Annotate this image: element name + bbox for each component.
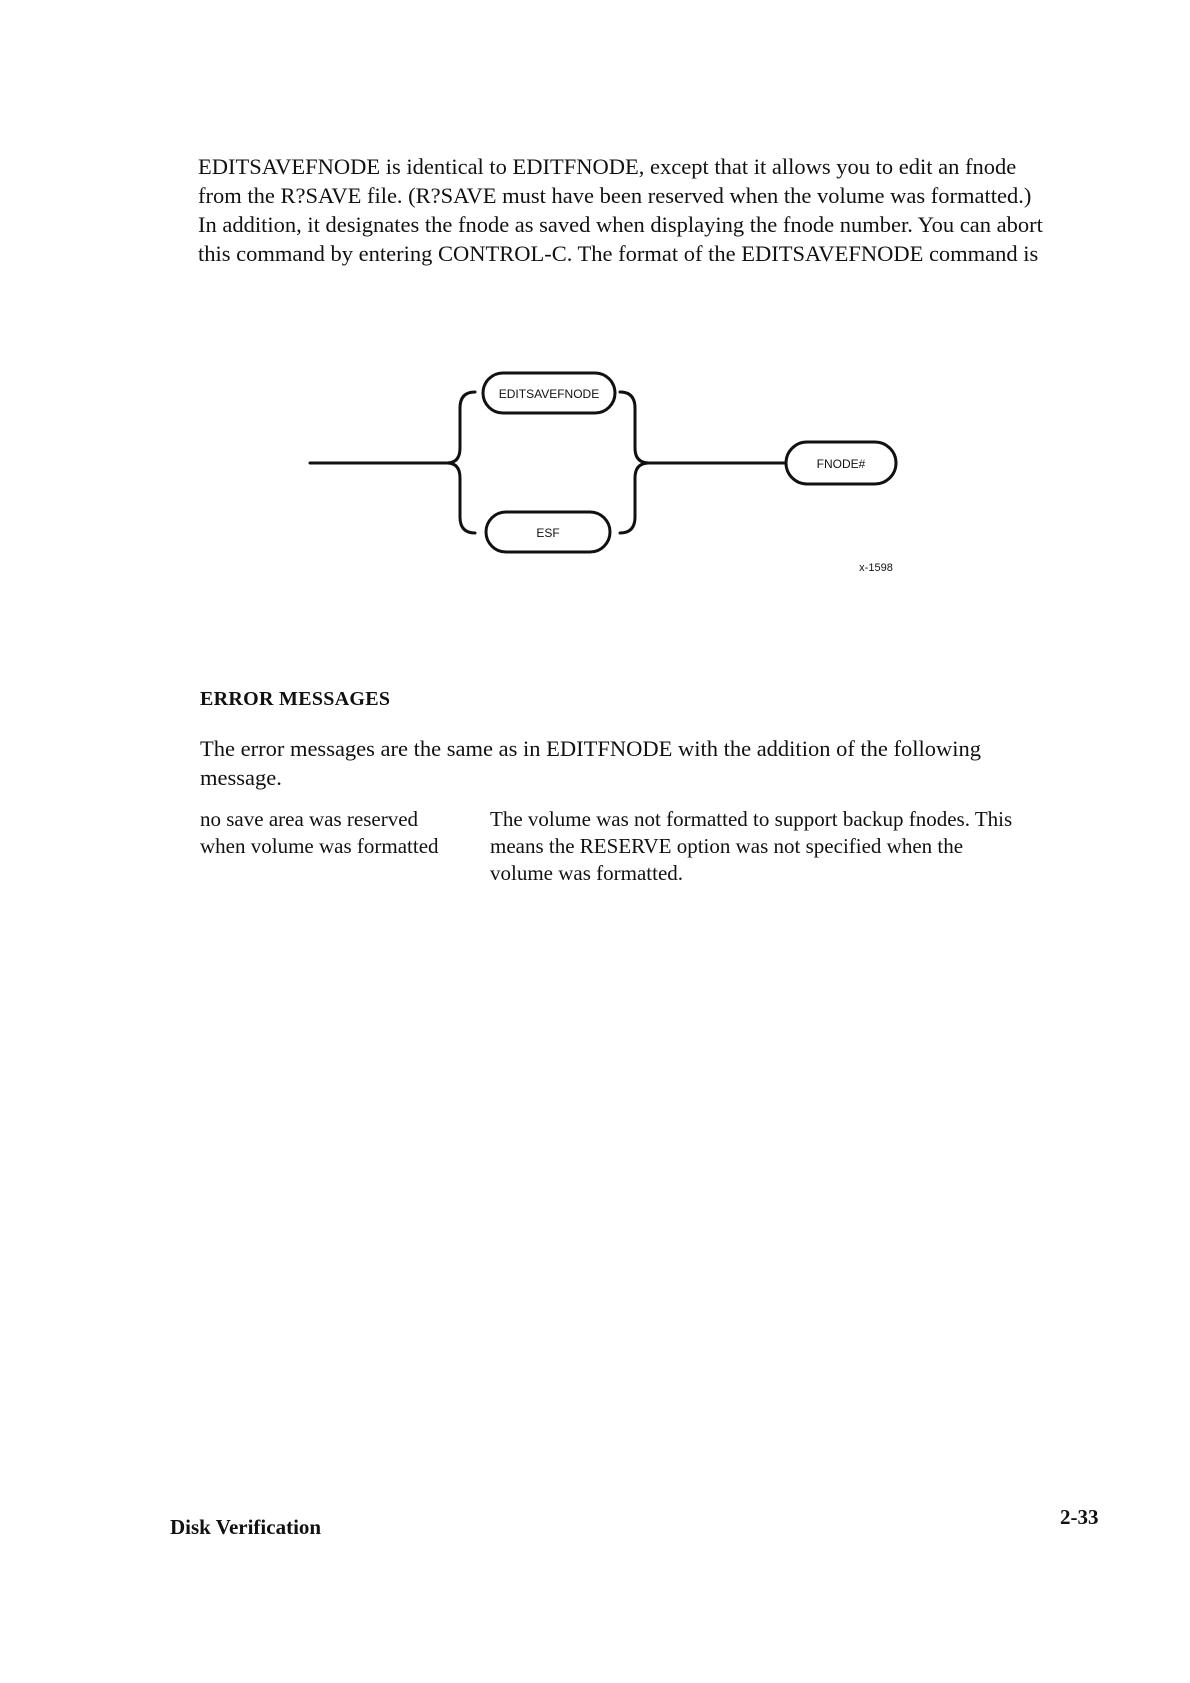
section-heading: ERROR MESSAGES: [200, 688, 391, 710]
error-message: no save area was reserved when volume was formatted: [200, 807, 439, 858]
option-bottom-label: ESF: [536, 526, 560, 540]
option-top-label: EDITSAVEFNODE: [498, 387, 600, 401]
right-brace: [620, 392, 649, 533]
intro-paragraph: EDITSAVEFNODE is identical to EDITFNODE, except that it allows you to edit an fnode from the R?SAVE file. (R?SAVE must have been reserved when the volume was formatted.) In addition, it designates the fnode as saved when displaying the fnode number. You can abort this command by entering CONTROL-C. The format of the EDITSAVEFNODE command is: [198, 154, 1043, 266]
footer-section-title: Disk Verification: [170, 1515, 322, 1539]
section-lead: The error messages are the same as in EDITFNODE with the addition of the following message.: [200, 736, 982, 790]
figure-id: x-1598: [859, 562, 893, 574]
left-brace: [447, 392, 475, 533]
error-description: The volume was not formatted to support backup fnodes. This means the RESERVE option was not specified when the volume was formatted.: [490, 807, 1013, 885]
page-number: 2-33: [1060, 1505, 1099, 1529]
parameter-label: FNODE#: [816, 457, 866, 471]
syntax-diagram: [300, 360, 920, 590]
